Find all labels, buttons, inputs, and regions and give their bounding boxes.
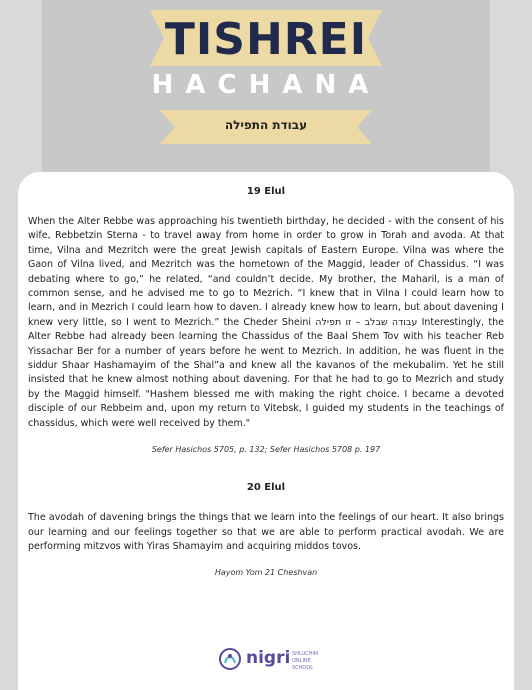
nigri-logo <box>218 645 338 675</box>
section-source: Sefer Hasichos 5705, p. 132; Sefer Hasichos 5708 p. 197 <box>151 445 381 455</box>
page-subtitle: HACHANA <box>151 70 381 100</box>
hebrew-section-label: עבודת התפילה <box>224 118 308 132</box>
nigri-logo-icon <box>218 647 242 671</box>
section-20-elul <box>28 482 504 577</box>
section-body: When the Alter Rebbe was approaching his twentieth birthday, he decided - with the consent of his wife, Rebbetzin Sterna - to travel away from home in order to grow in Torah and avoda. At that time, Vilna and Mezritch were the great Jewish capitals of Eastern Europe. Vilna was where the Gaon of Vilna lived, and Mezritch was the hometown of the Maggid, leader of Chassidus. “I was debating where to go,” he related, “and couldn’t decide. My brother, the Maharil, is a man of common sense, and he advised me to go to Mezrich. “I knew that in Vilna I could learn how to learn, and in Mezrich I could learn how to daven. I already knew how to learn, but about davening I knew very little, so I went to Mezrich.” the Cheder Sheini עבודה שבלב – זו תפילה Interestingly, the Alter Rebbe had already been learning the Chassidus of the Baal Shem Tov with his teacher Reb Yissachar Ber for a number of years before he went to Mezrich. In addition, he was fluent in the siddur Shaar Hashamayim of the Shal”a and knew all the kavanos of the mekubalim. Yet he still insisted that he knew almost nothing about davening. For that he had to go to Mezrich and study by the Maggid himself. "Hashem blessed me with making the right choice. I became a devoted disciple of our Rebbeim and, upon my return to Vitebsk, I guided my students in the teachings of chassidus, which were well received by them." <box>28 216 504 429</box>
section-source: Hayom Yom 21 Cheshvan <box>214 568 318 578</box>
content <box>28 186 504 605</box>
page-title: TISHREI <box>164 14 368 65</box>
section-date: 20 Elul <box>246 482 286 494</box>
logo-name: nigri <box>246 648 291 668</box>
section-body: The avodah of davening brings the things that we learn into the feelings of our heart. It also brings our learning and our feelings together so that we are able to perform practical avodah. We are performing mitzvos with Yiras Shamayim and acquiring middos tovos. <box>28 512 504 552</box>
logo-tagline: SHLUCHIM ONLINE SCHOOL <box>292 651 319 671</box>
section-date: 19 Elul <box>246 186 286 197</box>
section-19-elul <box>28 186 504 454</box>
